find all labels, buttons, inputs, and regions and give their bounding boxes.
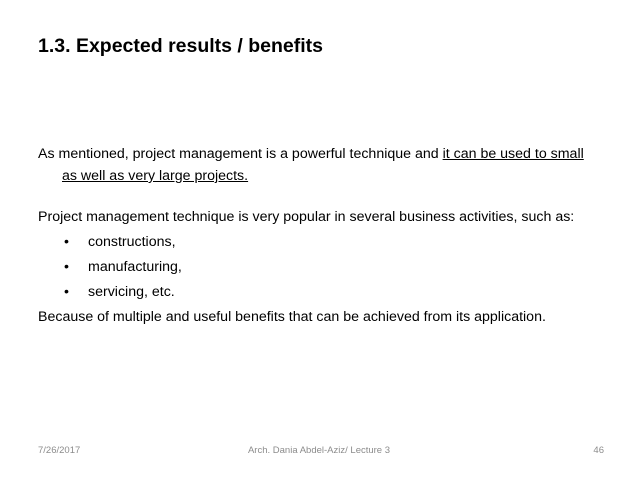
- bullet-list: [38, 230, 598, 305]
- list-item: [38, 230, 598, 255]
- list-item-text: manufacturing,: [88, 259, 182, 275]
- paragraph-text: As mentioned, project management is a powerful technique and: [38, 146, 443, 162]
- page-number: 46: [593, 445, 604, 456]
- bullet-icon: •: [64, 284, 69, 300]
- underlined-text: it can be used to small as well as very large projects.: [62, 146, 584, 184]
- list-item-text: servicing, etc.: [88, 284, 175, 300]
- spacer: [38, 187, 598, 206]
- footer-author: Arch. Dania Abdel-Aziz/ Lecture 3: [247, 445, 391, 456]
- slide-title: 1.3. Expected results / benefits: [38, 35, 324, 57]
- paragraph-project-management: [38, 143, 598, 187]
- paragraph-benefits: Because of multiple and useful benefits that can be achieved from its application.: [38, 309, 546, 325]
- list-item: [38, 255, 598, 280]
- list-item: [38, 280, 598, 305]
- footer-date: 7/26/2017: [38, 445, 81, 456]
- paragraph-popularity: Project management technique is very popular in several business activities, such as:: [38, 209, 575, 225]
- bullet-icon: •: [64, 259, 69, 275]
- slide-body: [38, 143, 598, 328]
- list-item-text: constructions,: [88, 234, 176, 250]
- bullet-icon: •: [64, 234, 69, 250]
